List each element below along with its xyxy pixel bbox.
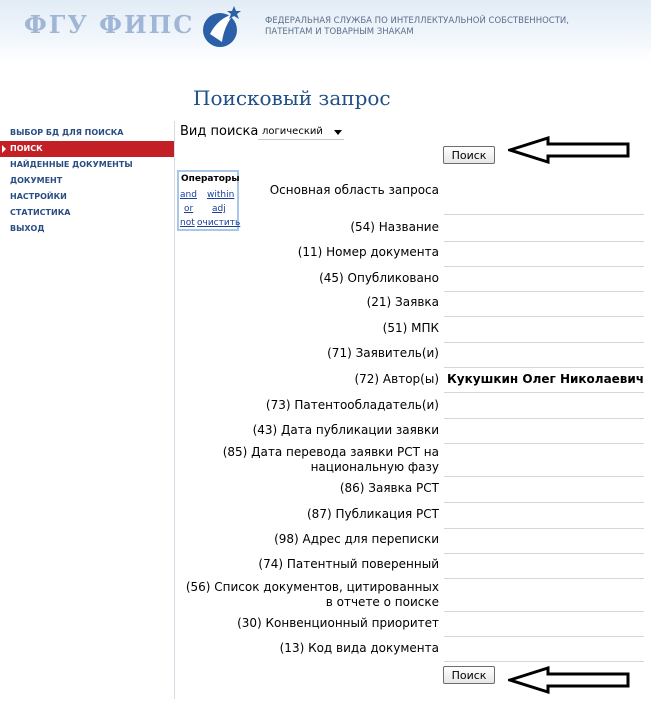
fips-emblem-icon xyxy=(198,4,244,50)
field-input-98[interactable] xyxy=(444,553,644,554)
field-input-86[interactable] xyxy=(444,502,644,503)
sidebar-item-statistics[interactable]: СТАТИСТИКА xyxy=(10,208,71,217)
field-input-73[interactable] xyxy=(444,418,644,419)
operator-clear-link[interactable]: очистить xyxy=(197,218,241,228)
operator-within-link[interactable]: within xyxy=(207,190,235,200)
sidebar-item-search[interactable]: ПОИСК xyxy=(0,141,174,157)
site-header xyxy=(0,0,651,62)
field-label-13: (13) Код вида документа xyxy=(279,641,439,655)
chevron-down-icon xyxy=(334,130,342,135)
field-input-11[interactable] xyxy=(444,266,644,267)
field-label-main-area: Основная область запроса xyxy=(269,183,439,197)
agency-name xyxy=(265,16,569,38)
operator-not-link[interactable]: not xyxy=(180,218,195,228)
agency-name-line2: ПАТЕНТАМ И ТОВАРНЫМ ЗНАКАМ xyxy=(265,27,414,37)
field-label-11: (11) Номер документа xyxy=(297,245,439,259)
operators-title: Операторы xyxy=(181,174,240,184)
field-label-56-line2: в отчете о поиске xyxy=(325,595,439,609)
field-input-56[interactable] xyxy=(444,611,644,612)
sidebar-nav xyxy=(0,125,174,237)
field-label-74: (74) Патентный поверенный xyxy=(258,557,439,571)
field-input-21[interactable] xyxy=(444,316,644,317)
field-label-72: (72) Автор(ы) xyxy=(354,372,439,386)
field-label-56-line1: (56) Список документов, цитированных xyxy=(185,580,439,594)
sidebar-item-found-documents[interactable]: НАЙДЕННЫЕ ДОКУМЕНТЫ xyxy=(10,160,133,169)
arrow-left-icon xyxy=(508,666,630,694)
field-label-98: (98) Адрес для переписки xyxy=(274,532,439,546)
field-input-51[interactable] xyxy=(444,342,644,343)
field-label-86: (86) Заявка PCT xyxy=(339,481,439,495)
field-input-72[interactable]: Кукушкин Олег Николаевич xyxy=(447,372,645,386)
site-logo-text: ФГУ ФИПС xyxy=(24,10,195,39)
operators-panel xyxy=(177,170,239,231)
field-input-54[interactable] xyxy=(444,241,644,242)
search-button-bottom[interactable]: Поиск xyxy=(443,666,495,684)
arrow-left-icon xyxy=(508,136,630,164)
content-divider xyxy=(174,121,175,699)
field-label-30: (30) Конвенционный приоритет xyxy=(237,616,439,630)
field-input-main-area[interactable] xyxy=(444,214,644,215)
sidebar-item-settings[interactable]: НАСТРОЙКИ xyxy=(10,192,67,201)
field-label-85 xyxy=(223,445,439,475)
operator-adj-link[interactable]: adj xyxy=(212,204,226,214)
field-input-45[interactable] xyxy=(444,291,644,292)
field-input-71[interactable] xyxy=(444,367,644,368)
sidebar-item-document[interactable]: ДОКУМЕНТ xyxy=(10,176,63,185)
field-label-85-line1: (85) Дата перевода заявки PCT на xyxy=(222,445,439,459)
search-button-top[interactable]: Поиск xyxy=(443,146,495,164)
search-type-label: Вид поиска xyxy=(180,124,259,139)
field-input-85[interactable] xyxy=(444,476,644,477)
page-title: Поисковый запрос xyxy=(193,86,391,110)
field-label-54: (54) Название xyxy=(350,220,439,234)
field-label-56 xyxy=(186,580,439,610)
field-input-43[interactable] xyxy=(444,443,644,444)
search-type-select[interactable] xyxy=(258,125,344,140)
field-label-71: (71) Заявитель(и) xyxy=(327,346,439,360)
field-label-51: (51) МПК xyxy=(382,321,439,335)
field-label-45: (45) Опубликовано xyxy=(319,271,439,285)
operator-or-link[interactable]: or xyxy=(184,204,194,214)
field-label-85-line2: национальную фазу xyxy=(310,460,439,474)
sidebar-item-db-select[interactable]: ВЫБОР БД ДЛЯ ПОИСКА xyxy=(10,128,124,137)
sidebar-item-exit[interactable]: ВЫХОД xyxy=(10,224,45,233)
field-label-43: (43) Дата публикации заявки xyxy=(252,423,439,437)
field-input-87[interactable] xyxy=(444,528,644,529)
field-label-73: (73) Патентообладатель(и) xyxy=(265,398,439,412)
field-input-30[interactable] xyxy=(444,636,644,637)
field-input-74[interactable] xyxy=(444,578,644,579)
field-label-21: (21) Заявка xyxy=(366,295,439,309)
field-label-87: (87) Публикация PCT xyxy=(307,507,439,521)
operator-and-link[interactable]: and xyxy=(180,190,197,200)
field-input-72-line xyxy=(444,392,644,393)
field-input-13[interactable] xyxy=(444,661,644,662)
search-type-value: логический xyxy=(262,126,323,137)
agency-name-line1: ФЕДЕРАЛЬНАЯ СЛУЖБА ПО ИНТЕЛЛЕКТУАЛЬНОЙ СОБСТВЕННОСТИ, xyxy=(265,16,569,26)
